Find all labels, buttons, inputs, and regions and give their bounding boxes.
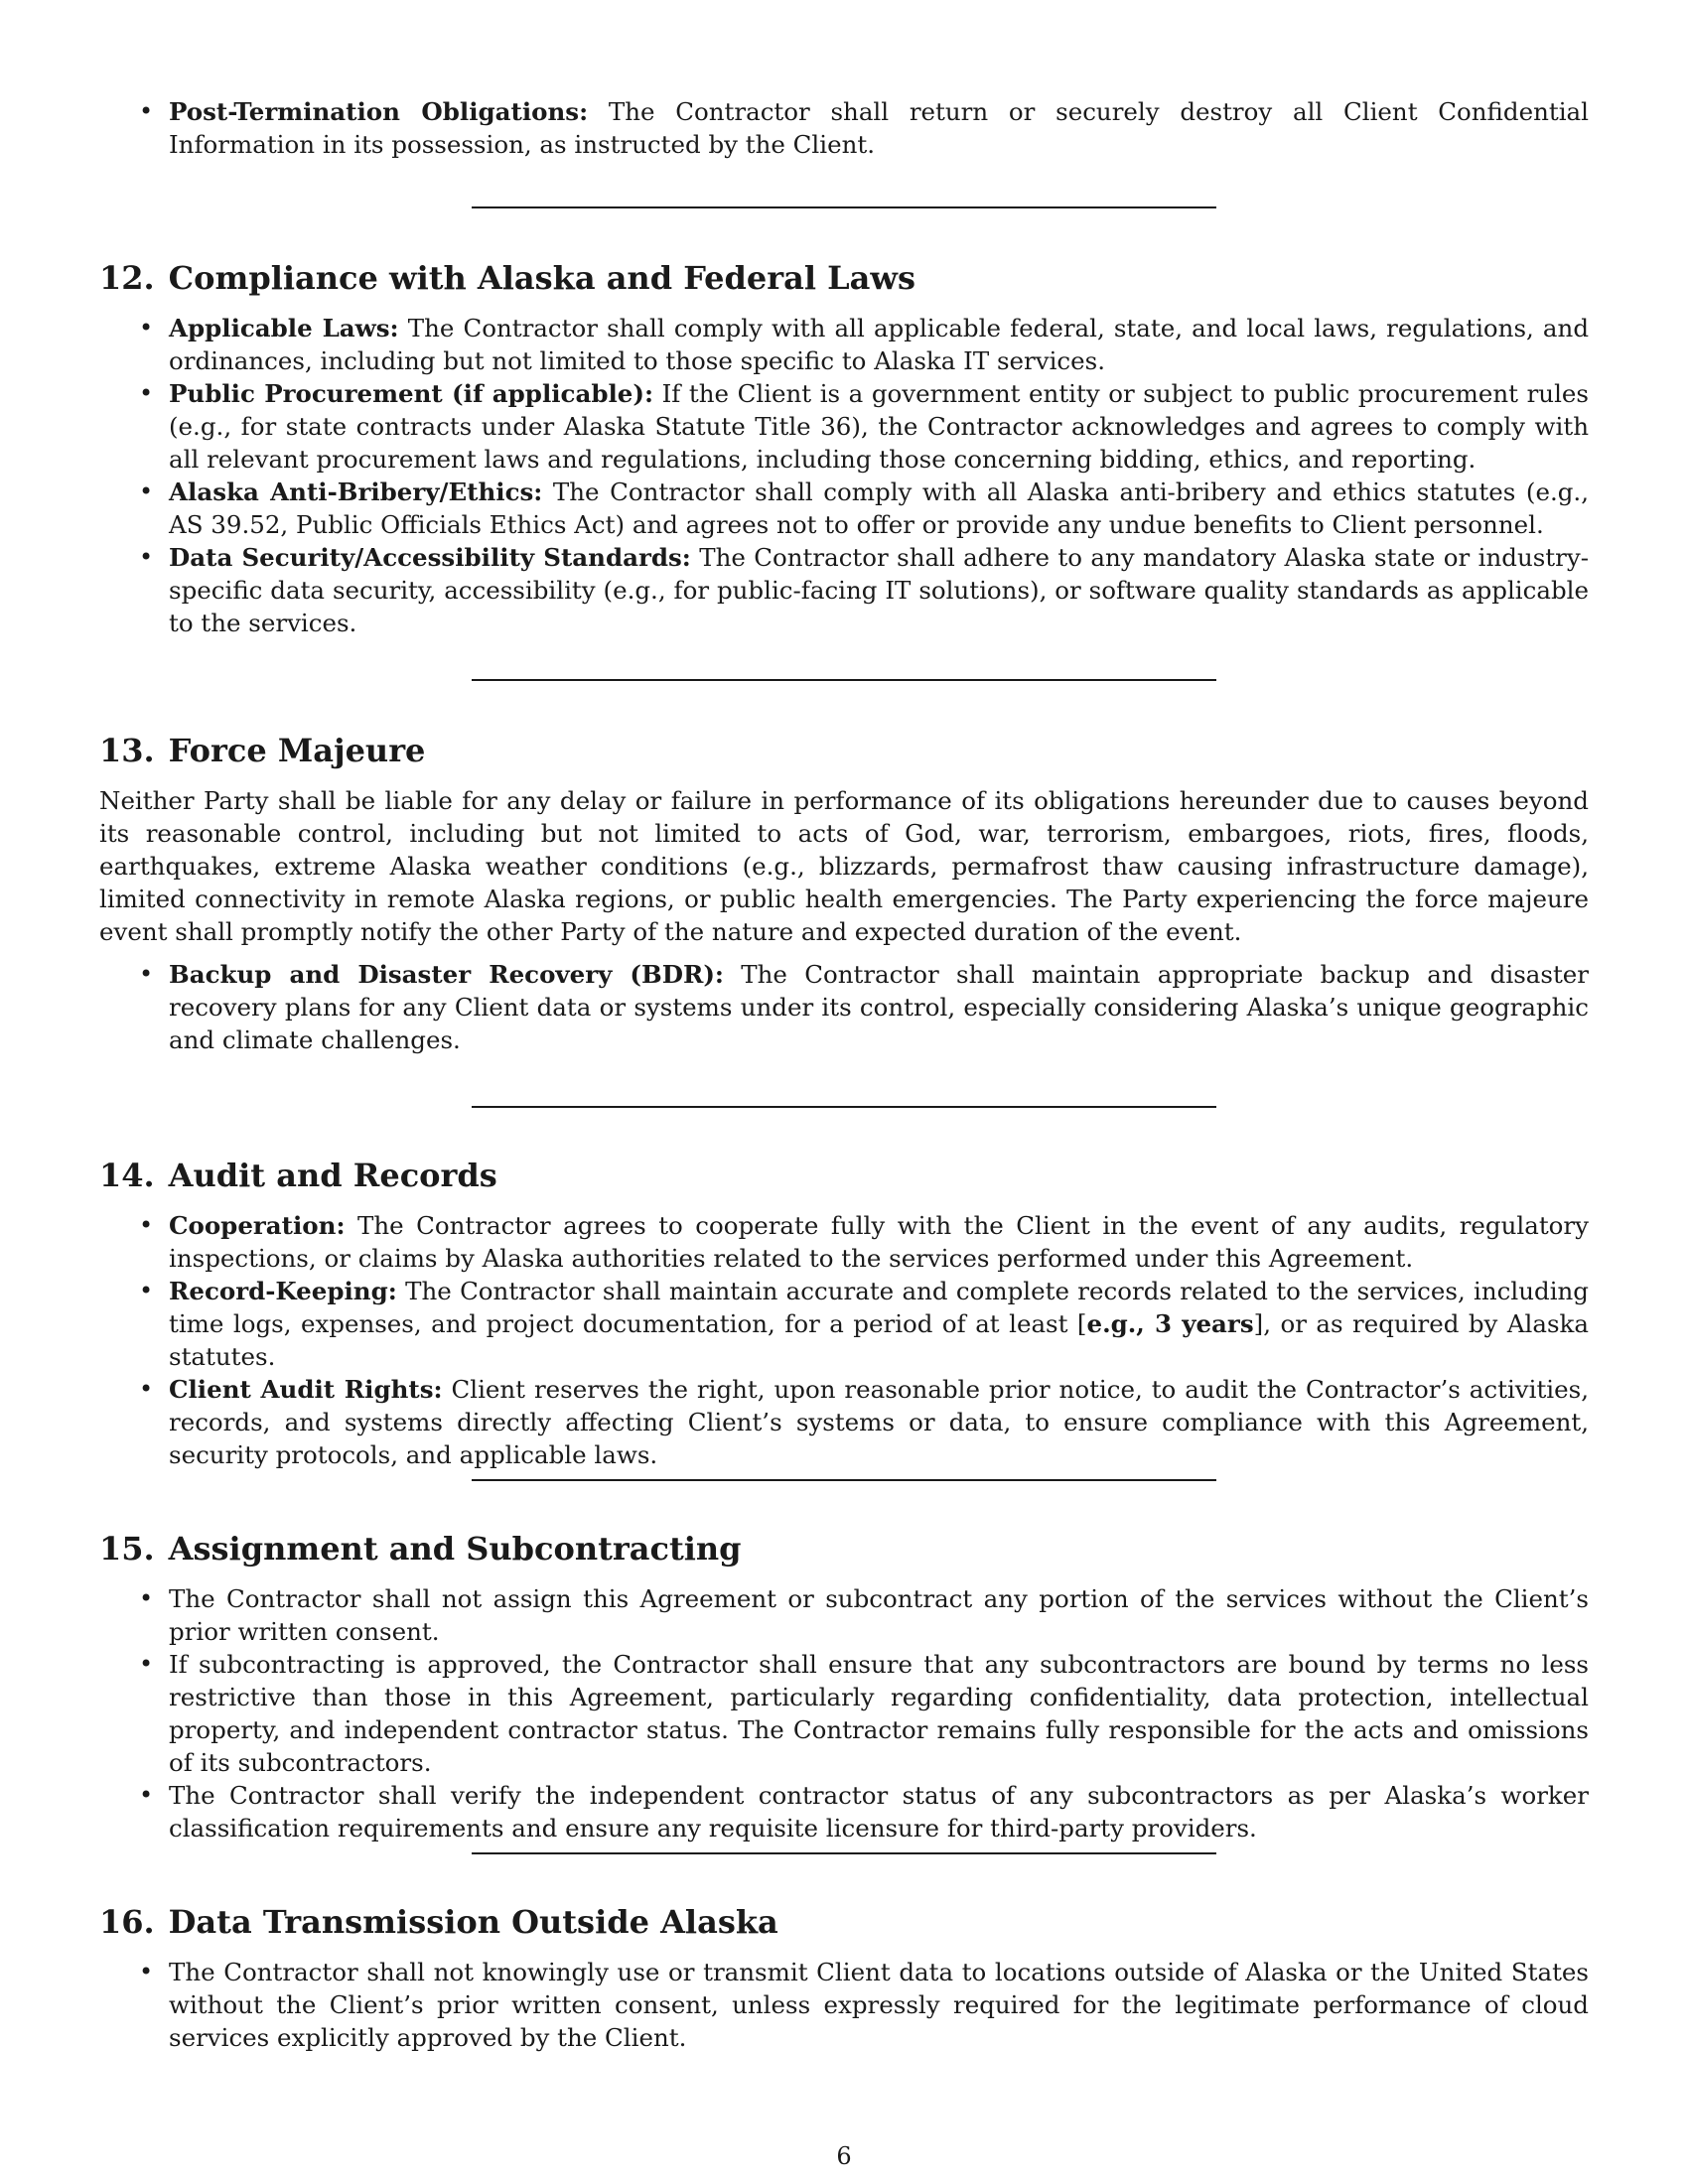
list-item [99,476,1589,541]
item-text: ], or as required by Alaska statutes. [169,1309,1589,1371]
section-13 [99,731,1589,1056]
list-item: • The Contractor shall not knowingly use or transmit Client data to locations outside of Alaska or the United States without the Client’s prior written consent, unless expressly required for the legitimate performance of cloud services explicitly approved by the Client. [99,1956,1589,2054]
section-number: 14. [99,1157,155,1194]
bullet-list [99,1209,1589,1471]
item-label: Backup and Disaster Recovery (BDR): [169,960,724,989]
section-paragraph: Neither Party shall be liable for any delay or failure in performance of its obligations hereunder due to causes beyond its reasonable control, including but not limited to acts of God, war, terrorism, embargoes, riots, fires, floods, earthquakes, extreme Alaska weather conditions (e.g., blizzards, permafrost thaw causing infrastructure damage), limited connectivity in remote Alaska regions, or public health emergencies. The Party experiencing the force majeure event shall promptly notify the other Party of the nature and expected duration of the event. [99,786,1589,946]
page-number: 6 [836,2142,852,2170]
section-number: 12. [99,259,155,297]
section-divider [472,1106,1216,1108]
section-title [99,1902,1589,1942]
item-text: Client reserves the right, upon reasonable prior notice, to audit the Contractor’s activities, records, and systems directly affecting Client’s systems or data, to ensure compliance with this Agreement, security protocols, and applicable laws. [169,1375,1589,1469]
section-title-text: Data Transmission Outside Alaska [168,1903,778,1941]
section-number: 13. [99,732,155,769]
section-title [99,1156,1589,1195]
list-item [99,541,1589,639]
bullet-list [99,1956,1589,2054]
list-item [99,1373,1589,1471]
list-item [99,1209,1589,1275]
item-text: The Contractor shall return or securely destroy all Client Confidential Information in its possession, as instructed by the Client. [169,97,1589,159]
list-item [99,312,1589,377]
section-divider [472,206,1216,208]
section-title [99,1529,1589,1569]
section-divider [472,1479,1216,1481]
section-title-text: Audit and Records [168,1157,497,1194]
item-emphasis: e.g., 3 years [1086,1309,1254,1338]
item-label: Data Security/Accessibility Standards: [169,543,691,572]
item-text: If the Client is a government entity or subject to public procurement rules (e.g., for state contracts under Alaska Statute Title 36), the Contractor acknowledges and agrees to comply with all relevant procurement laws and regulations, including those concerning bidding, ethics, and reporting. [169,379,1589,474]
item-text: The Contractor shall maintain accurate and complete records related to the services, including time logs, expenses, and project documentation, for a period of at least [ [169,1277,1589,1338]
bullet-list [99,958,1589,1056]
bullet-list [99,1582,1589,1844]
item-label: Client Audit Rights: [169,1375,443,1404]
section-divider [472,679,1216,681]
item-text: The Contractor shall maintain appropriate backup and disaster recovery plans for any Client data or systems under its control, especially considering Alaska’s unique geographic and climate challenges. [169,960,1590,1054]
list-item: • The Contractor shall verify the independent contractor status of any subcontractors as per Alaska’s worker classification requirements and ensure any requisite licensure for third-party providers. [99,1779,1589,1844]
item-text: The Contractor agrees to cooperate fully with the Client in the event of any audits, regulatory inspections, or claims by Alaska authorities related to the services performed under this Agreement. [169,1211,1589,1273]
section-number: 16. [99,1903,155,1941]
section-title-text: Force Majeure [168,732,426,769]
section-12 [99,258,1589,639]
bullet-list [99,312,1589,639]
item-label: Public Procurement (if applicable): [169,379,654,408]
item-text: The Contractor shall comply with all applicable federal, state, and local laws, regulations, and ordinances, including but not limited to those specific to Alaska IT services. [169,314,1589,375]
list-item [99,1275,1589,1373]
item-label: Post-Termination Obligations: [169,97,589,126]
list-item [99,95,1589,161]
section-title-text: Compliance with Alaska and Federal Laws [168,259,915,297]
item-label: Alaska Anti-Bribery/Ethics: [169,478,543,506]
item-label: Cooperation: [169,1211,346,1240]
item-text: The Contractor shall adhere to any mandatory Alaska state or industry-specific data security, accessibility (e.g., for public-facing IT solutions), or software quality standards as applicable to the services. [169,543,1589,637]
list-item: • If subcontracting is approved, the Contractor shall ensure that any subcontractors are bound by terms no less restrictive than those in this Agreement, particularly regarding confidentiality, data protection, intellectual property, and independent contractor status. The Contractor remains fully responsible for the acts and omissions of its subcontractors. [99,1648,1589,1779]
section-11-continuation [99,95,1589,161]
item-label: Applicable Laws: [169,314,399,342]
list-item [99,377,1589,476]
section-16 [99,1902,1589,2054]
section-14 [99,1156,1589,1471]
section-title-text: Assignment and Subcontracting [168,1530,742,1568]
section-number: 15. [99,1530,155,1568]
bullet-list [99,95,1589,161]
section-15 [99,1529,1589,1844]
item-label: Record-Keeping: [169,1277,397,1305]
list-item [99,958,1589,1056]
list-item: • The Contractor shall not assign this Agreement or subcontract any portion of the services without the Client’s prior written consent. [99,1582,1589,1648]
section-title [99,731,1589,770]
item-text: The Contractor shall comply with all Alaska anti-bribery and ethics statutes (e.g., AS 39.52, Public Officials Ethics Act) and agrees not to offer or provide any undue benefits to Client personnel. [169,478,1590,539]
section-title [99,258,1589,298]
section-divider [472,1852,1216,1854]
